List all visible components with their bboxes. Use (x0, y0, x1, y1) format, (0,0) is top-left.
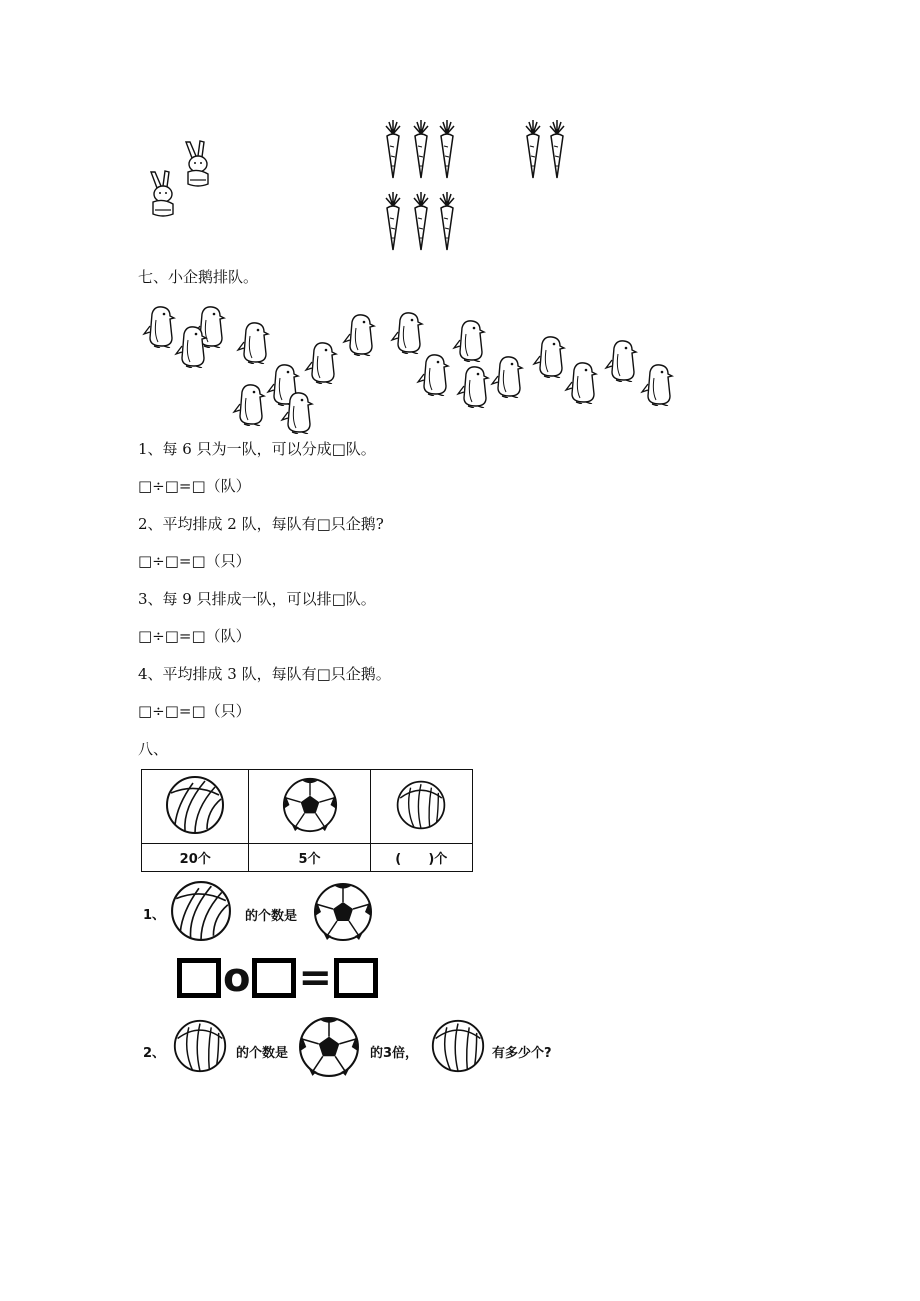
operator-symbol: o (223, 955, 251, 1001)
beach-ball-icon (165, 775, 225, 835)
rabbits-illustration (138, 140, 228, 225)
penguin-icon (492, 357, 522, 398)
penguin-icon (454, 321, 484, 362)
equation-3: □÷□=□（队） (138, 627, 251, 645)
table-cell-soccer-ball (249, 770, 370, 844)
question-1: 1、每 6 只为一队，可以分成□队。 (138, 440, 376, 458)
carrots-illustration (380, 118, 565, 253)
penguin-icon (306, 343, 336, 384)
beach-ball-icon (170, 880, 232, 942)
big-equation (177, 955, 378, 1001)
penguin-icon (392, 313, 422, 354)
table-count-cell: 5个 (249, 844, 370, 872)
striped-ball-icon (430, 1018, 486, 1074)
carrot-icon (414, 120, 428, 178)
rabbit-icon (151, 171, 173, 216)
problem-1-text: 的个数是 (245, 909, 298, 924)
striped-ball-icon (172, 1018, 228, 1074)
soccer-ball-icon (313, 882, 373, 942)
carrot-icon (526, 120, 540, 178)
carrot-icon (440, 120, 454, 178)
equation-2: □÷□=□（只） (138, 552, 251, 570)
penguin-icon (534, 337, 564, 378)
carrot-icon (386, 192, 400, 250)
table-cell-striped-ball (370, 770, 472, 844)
table-count-cell: ( )个 (370, 844, 472, 872)
problem-1-number: 1、 (143, 908, 166, 923)
soccer-ball-icon (282, 777, 338, 833)
table-count-cell: 20个 (142, 844, 249, 872)
problem-2-text-2: 的3倍， (370, 1046, 419, 1061)
carrot-icon (440, 192, 454, 250)
penguin-icon (458, 367, 488, 408)
penguin-icon (238, 323, 268, 364)
question-3: 3、每 9 只排成一队，可以排□队。 (138, 590, 376, 608)
answer-box[interactable] (177, 958, 221, 998)
carrot-icon (550, 120, 564, 178)
answer-box[interactable] (334, 958, 378, 998)
equals-sign: = (298, 955, 332, 1001)
rabbit-icon (186, 141, 208, 186)
penguin-icon (176, 327, 206, 368)
carrot-icon (414, 192, 428, 250)
penguin-icon (234, 385, 264, 426)
problem-2-text-1: 的个数是 (236, 1046, 289, 1061)
question-4: 4、平均排成 3 队，每队有□只企鹅。 (138, 665, 391, 683)
penguin-icon (418, 355, 448, 396)
equation-4: □÷□=□（只） (138, 702, 251, 720)
section-7-title: 七、小企鹅排队。 (138, 268, 259, 286)
equation-1: □÷□=□（队） (138, 477, 251, 495)
penguin-icon (606, 341, 636, 382)
carrot-icon (386, 120, 400, 178)
question-2: 2、平均排成 2 队，每队有□只企鹅? (138, 515, 384, 533)
soccer-ball-icon (298, 1016, 360, 1078)
problem-2-number: 2、 (143, 1046, 166, 1061)
problem-2-text-3: 有多少个? (492, 1046, 552, 1061)
penguin-icon (144, 307, 174, 348)
penguin-icon (566, 363, 596, 404)
table-cell-beach-ball (142, 770, 249, 844)
striped-ball-icon (395, 779, 447, 831)
penguin-icon (344, 315, 374, 356)
ball-count-table (141, 769, 473, 872)
penguins-illustration (140, 302, 680, 437)
penguin-icon (642, 365, 672, 406)
answer-box[interactable] (252, 958, 296, 998)
section-8-title: 八、 (138, 740, 169, 758)
